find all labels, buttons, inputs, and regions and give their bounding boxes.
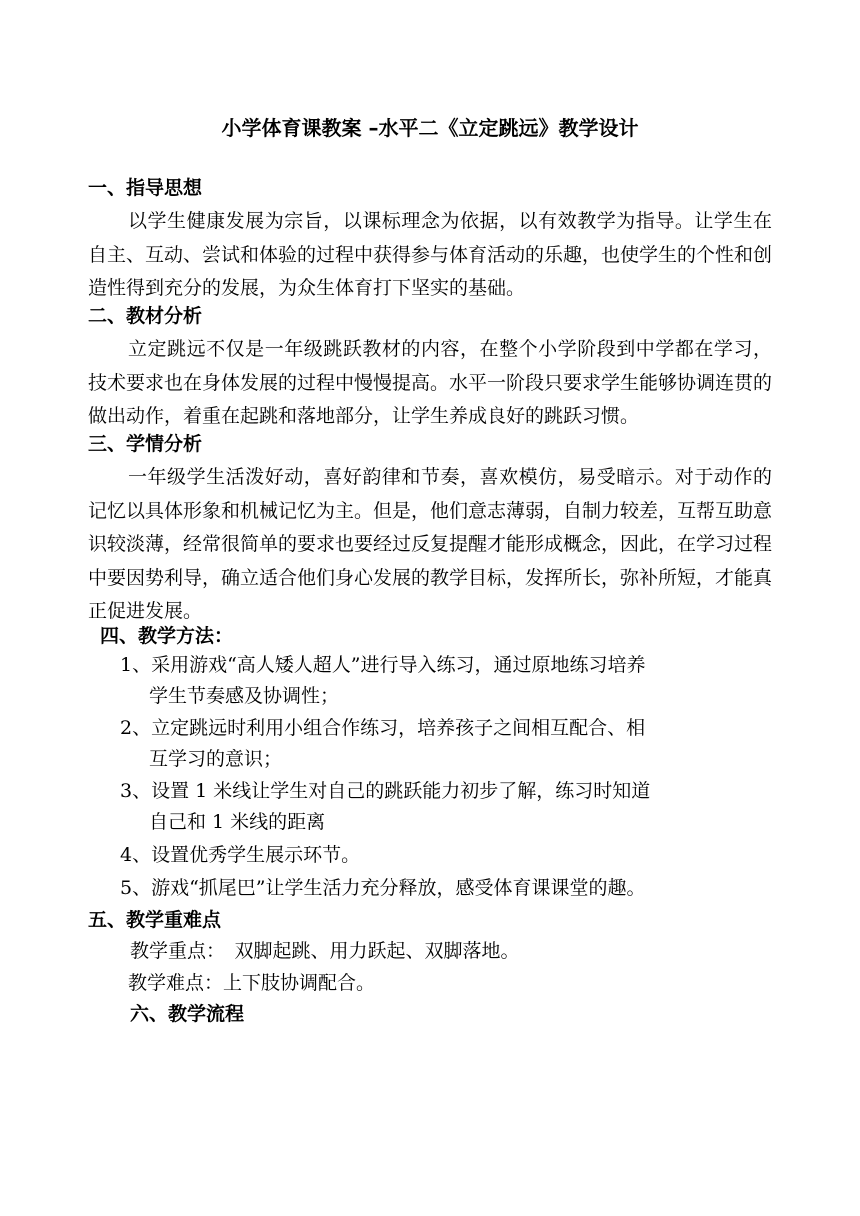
- method-item-number: 2、: [120, 717, 152, 739]
- section-body-material-analysis: 立定跳远不仅是一年级跳跃教材的内容，在整个小学阶段到中学都在学习，技术要求也在身体发展的过程中慢慢提高。水平一阶段只要求学生能够协调连贯的做出动作，着重在起跳和落地部分，让学生养成良好的跳跃习惯。: [88, 338, 773, 427]
- method-item-text: 设置优秀学生展示环节。: [151, 844, 361, 866]
- method-item-number: 3、: [120, 780, 152, 802]
- method-item-text: 设置 1 米线让学生对自己的跳跃能力初步了解，练习时知道: [151, 780, 651, 802]
- section-heading-material-analysis: 二、教材分析: [88, 305, 203, 327]
- method-item: [120, 650, 720, 712]
- method-item: [120, 776, 720, 838]
- section-heading-key-difficult-points: 五、教学重难点: [88, 909, 222, 931]
- section-heading-student-analysis: 三、学情分析: [88, 433, 203, 455]
- method-item-number: 1、: [120, 654, 152, 676]
- method-item-number: 4、: [120, 844, 152, 866]
- section-body-student-analysis: 一年级学生活泼好动，喜好韵律和节奏，喜欢模仿，易受暗示。对于动作的记忆以具体形象和机械记忆为主。但是，他们意志薄弱，自制力较差，互帮互助意识较淡薄，经常很简单的要求也要经过反复提醒才能形成概念，因此，在学习过程中要因势利导，确立适合他们身心发展的教学目标，发挥所长，弥补所短，才能真正促进发展。: [88, 466, 773, 622]
- method-item-continuation: 学生节奏感及协调性；: [149, 685, 340, 707]
- method-item: [120, 713, 720, 775]
- section-heading-teaching-process: 六、教学流程: [130, 1003, 245, 1025]
- method-item-text: 立定跳远时利用小组合作练习，培养孩子之间相互配合、相: [151, 717, 646, 739]
- method-item-text: 游戏“抓尾巴”让学生活力充分释放，感受体育课课堂的趣。: [151, 877, 646, 899]
- method-item-text: 采用游戏“高人矮人超人”进行导入练习，通过原地练习培养: [151, 654, 646, 676]
- method-item: [120, 840, 720, 871]
- method-item-number: 5、: [120, 877, 152, 899]
- method-item: [120, 873, 720, 904]
- section-heading-teaching-methods: 四、教学方法：: [100, 625, 234, 647]
- method-item-continuation: 自己和 1 米线的距离: [149, 811, 326, 833]
- method-item-continuation: 互学习的意识；: [149, 748, 283, 770]
- difficult-point-text: 教学难点：上下肢协调配合。: [128, 972, 376, 994]
- section-body-guiding-thought: 以学生健康发展为宗旨，以课标理念为依据，以有效教学为指导。让学生在自主、互动、尝试和体验的过程中获得参与体育活动的乐趣，也使学生的个性和创造性得到充分的发展，为众生体育打下坚实的基础。: [88, 210, 773, 299]
- document-title: 小学体育课教案 –水平二《立定跳远》教学设计: [221, 116, 639, 140]
- key-point-text: 教学重点： 双脚起跳、用力跃起、双脚落地。: [130, 940, 520, 962]
- section-heading-guiding-thought: 一、指导思想: [88, 177, 203, 199]
